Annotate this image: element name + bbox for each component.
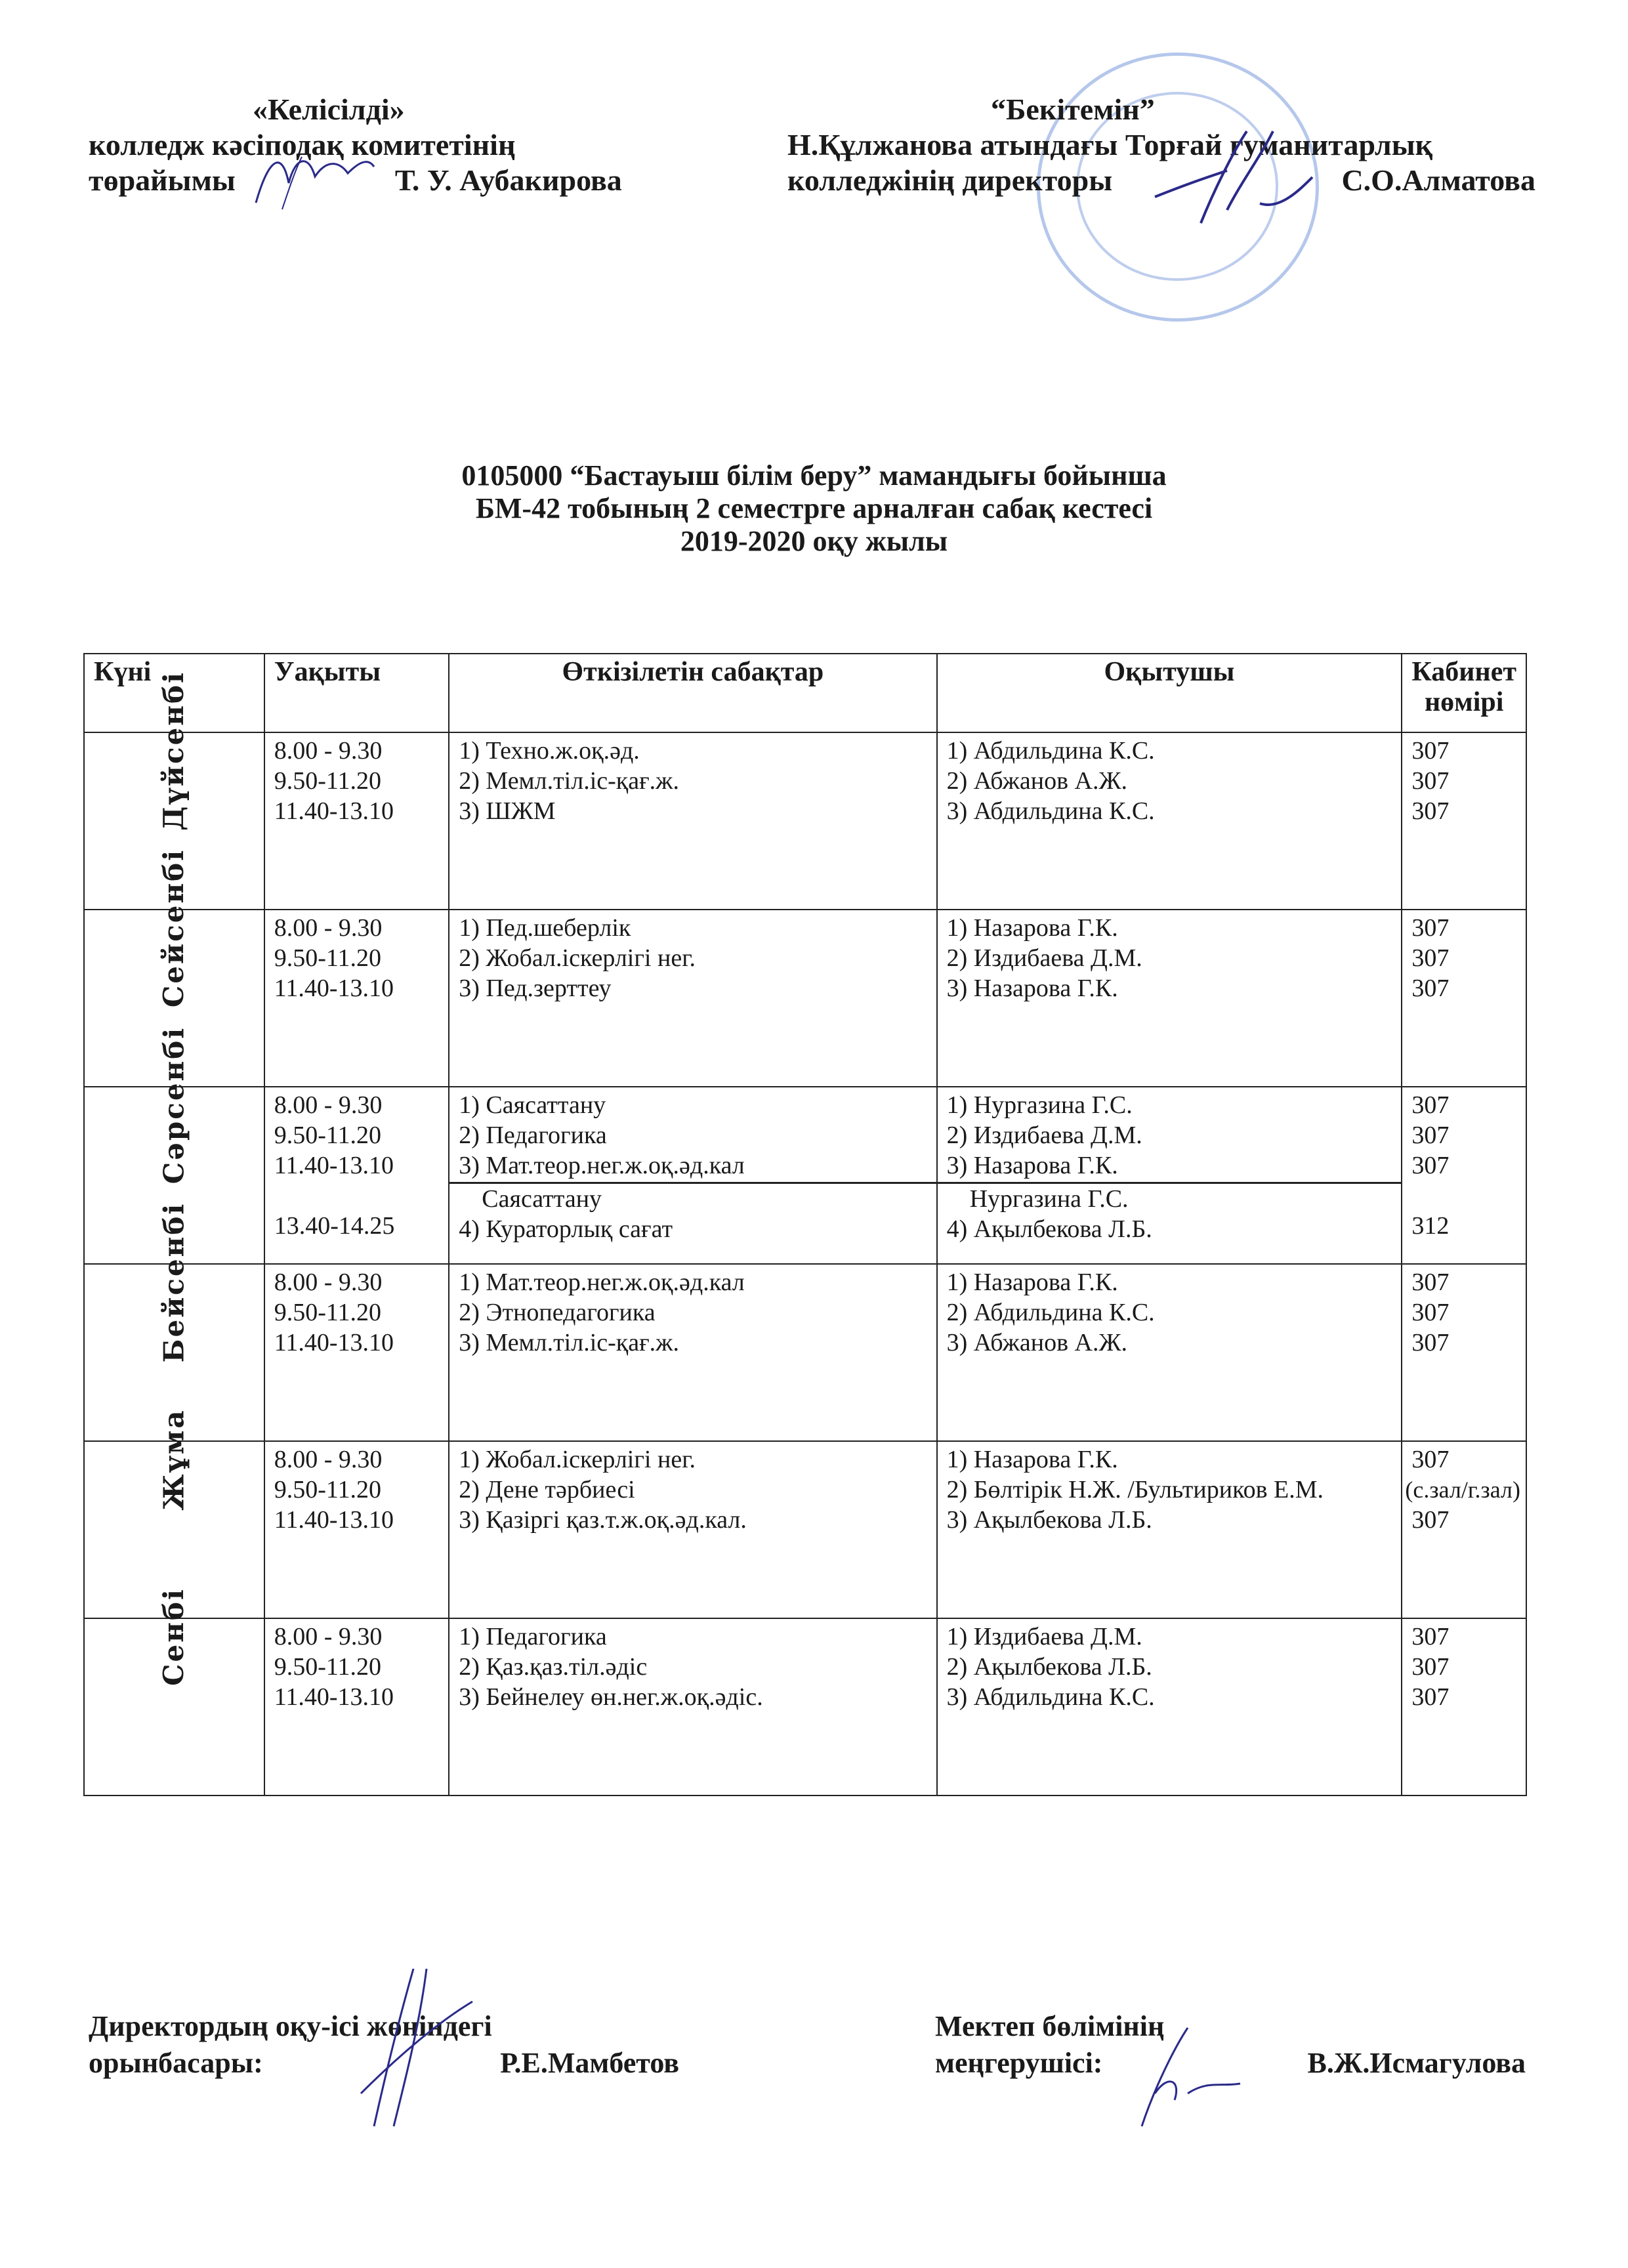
table-row <box>84 1264 1526 1441</box>
time-cell <box>264 732 449 910</box>
room: 307 <box>1411 1329 1450 1356</box>
subjects-cell <box>449 1264 936 1441</box>
footer-signature-left <box>89 2008 679 2082</box>
teacher: 2) Абдильдина К.С. <box>946 1299 1155 1326</box>
room: 307 <box>1411 1623 1450 1650</box>
subject: 3) ШЖМ <box>459 797 556 825</box>
teacher: 2) Ақылбекова Л.Б. <box>946 1653 1152 1681</box>
teacher: 1) Назарова Г.К. <box>946 914 1118 942</box>
approval-left-title: «Келісілді» <box>253 93 405 126</box>
time-cell <box>264 1441 449 1618</box>
time-slot: 11.40-13.10 <box>274 1683 394 1711</box>
subject: 2) Дене тәрбиесі <box>459 1476 635 1503</box>
table-row <box>84 732 1526 910</box>
day-label: Сенбі <box>157 1587 190 1686</box>
footer-left-name: Р.Е.Мамбетов <box>500 2047 679 2079</box>
teacher: 2) Издибаева Д.М. <box>946 1122 1142 1149</box>
subjects-cell <box>449 910 936 1087</box>
teacher: Нургазина Г.С. <box>969 1185 1129 1213</box>
teacher: 1) Нургазина Г.С. <box>946 1091 1133 1119</box>
rooms-cell <box>1402 1441 1526 1618</box>
approval-right-title: “Бекітемін” <box>991 93 1155 126</box>
rooms-cell <box>1402 1087 1526 1264</box>
time-slot: 9.50-11.20 <box>274 767 382 795</box>
subject: 2) Жобал.іскерлігі нег. <box>459 944 696 972</box>
room: 307 <box>1411 1122 1450 1149</box>
room: 307 <box>1411 1506 1450 1534</box>
room: 307 <box>1411 797 1450 825</box>
time-cell <box>264 1087 449 1264</box>
time-cell <box>264 910 449 1087</box>
time-slot: 9.50-11.20 <box>274 1299 382 1326</box>
room: 307 <box>1411 767 1450 795</box>
subject: 2) Этнопедагогика <box>459 1299 656 1326</box>
approval-right-name: С.О.Алматова <box>1341 163 1535 197</box>
time-slot: 11.40-13.10 <box>274 1152 394 1179</box>
time-cell <box>264 1618 449 1796</box>
teacher: 3) Абдильдина К.С. <box>946 1683 1155 1711</box>
time-slot: 11.40-13.10 <box>274 797 394 825</box>
subject: 1) Саясаттану <box>459 1091 606 1119</box>
day-label: Дүйсенбі <box>157 671 190 831</box>
approval-left-line1: колледж кәсіподақ комитетінің <box>89 128 516 161</box>
time-slot: 9.50-11.20 <box>274 1476 382 1503</box>
approval-left-line2 <box>89 163 679 198</box>
subject: 2) Мемл.тіл.іс-қағ.ж. <box>459 767 679 795</box>
teachers-cell <box>937 910 1402 1087</box>
teachers-cell <box>937 1264 1402 1441</box>
teacher: 3) Назарова Г.К. <box>946 1152 1118 1179</box>
approval-left-name: Т. У. Аубакирова <box>394 163 622 197</box>
teachers-cell <box>937 1618 1402 1796</box>
approval-block-left <box>89 92 679 198</box>
footer-right-role: меңгерушісі: <box>935 2047 1103 2079</box>
room: 307 <box>1411 1683 1450 1711</box>
room: 307 <box>1411 975 1450 1002</box>
teacher: 3) Назарова Г.К. <box>946 975 1118 1002</box>
room: 307 <box>1411 1653 1450 1681</box>
teacher: 1) Назарова Г.К. <box>946 1269 1118 1296</box>
header-time: Уақыты <box>264 654 449 732</box>
time-cell <box>264 1264 449 1441</box>
footer-left-role: орынбасары: <box>89 2047 263 2079</box>
day-label: Сейсенбі <box>157 848 190 1008</box>
teachers-cell <box>937 732 1402 910</box>
time-slot: 8.00 - 9.30 <box>274 1623 383 1650</box>
footer-right-line1: Мектеп бөлімінің <box>935 2010 1165 2042</box>
time-slot: 8.00 - 9.30 <box>274 1446 383 1473</box>
footer-right-name: В.Ж.Исмагулова <box>1307 2047 1526 2079</box>
time-slot: 8.00 - 9.30 <box>274 1091 383 1119</box>
subjects-cell <box>449 1618 936 1796</box>
signature-icon <box>243 170 387 196</box>
title-line-2: БМ-42 тобының 2 семестрге арналған сабақ кестесі <box>475 492 1153 524</box>
teacher: 1) Издибаева Д.М. <box>946 1623 1142 1650</box>
teacher: 1) Абдильдина К.С. <box>946 737 1155 765</box>
table-row <box>84 1618 1526 1796</box>
time-slot: 8.00 - 9.30 <box>274 914 383 942</box>
subjects-cell <box>449 1441 936 1618</box>
teacher: 4) Ақылбекова Л.Б. <box>946 1215 1152 1243</box>
time-slot: 11.40-13.10 <box>274 1506 394 1534</box>
time-slot: 8.00 - 9.30 <box>274 1269 383 1296</box>
time-slot: 13.40-14.25 <box>274 1212 395 1240</box>
subject: Саясаттану <box>482 1185 602 1213</box>
subject: 3) Пед.зерттеу <box>459 975 612 1002</box>
approval-right-line2 <box>787 163 1535 198</box>
table-row <box>84 910 1526 1087</box>
teacher: 2) Издибаева Д.М. <box>946 944 1142 972</box>
title-line-1: 0105000 “Бастауыш білім беру” мамандығы бойынша <box>461 459 1167 492</box>
time-slot: 11.40-13.10 <box>274 1329 394 1356</box>
time-slot: 11.40-13.10 <box>274 975 394 1002</box>
teacher: 3) Абжанов А.Ж. <box>946 1329 1128 1356</box>
teacher: 3) Абдильдина К.С. <box>946 797 1155 825</box>
rooms-cell <box>1402 1264 1526 1441</box>
header-room: Кабинет нөмірі <box>1402 654 1526 732</box>
footer-left-line2 <box>89 2045 679 2082</box>
day-label: Сәрсенбі <box>157 1026 190 1185</box>
day-label: Жұма <box>157 1408 190 1511</box>
time-slot: 9.50-11.20 <box>274 944 382 972</box>
time-slot: 9.50-11.20 <box>274 1122 382 1149</box>
document-title <box>0 459 1628 558</box>
room: 307 <box>1411 1152 1450 1179</box>
footer-left-line1: Директордың оқу-ісі жөніндегі <box>89 2010 492 2042</box>
subject: 3) Қазіргі қаз.т.ж.оқ.әд.кал. <box>459 1506 747 1534</box>
room: 307 <box>1411 1299 1450 1326</box>
approval-right-line1: Н.Құлжанова атындағы Торғай гуманитарлық <box>787 128 1433 161</box>
footer-signature-right <box>935 2008 1526 2082</box>
room: 307 <box>1411 1091 1450 1119</box>
teacher: 2) Абжанов А.Ж. <box>946 767 1128 795</box>
rooms-cell <box>1402 732 1526 910</box>
day-cell <box>84 1587 264 1796</box>
room: 307 <box>1411 1269 1450 1296</box>
subjects-cell <box>449 1087 936 1264</box>
subject: 2) Педагогика <box>459 1122 607 1149</box>
schedule-table <box>83 653 1527 1796</box>
day-label: Бейсенбі <box>157 1202 190 1363</box>
subject: 2) Қаз.қаз.тіл.әдіс <box>459 1653 648 1681</box>
footer-right-line2 <box>935 2045 1526 2082</box>
teacher: 1) Назарова Г.К. <box>946 1446 1118 1473</box>
room: (с.зал/г.зал) <box>1405 1477 1521 1503</box>
subject: 1) Техно.ж.оқ.әд. <box>459 737 640 765</box>
time-slot: 8.00 - 9.30 <box>274 737 383 765</box>
teachers-cell <box>937 1087 1402 1264</box>
title-line-3: 2019-2020 оқу жылы <box>680 525 948 557</box>
teachers-cell <box>937 1441 1402 1618</box>
table-header-row <box>84 654 1526 732</box>
room: 312 <box>1411 1212 1450 1240</box>
approval-right-role: колледжінің директоры <box>787 163 1113 197</box>
subjects-cell <box>449 732 936 910</box>
subject: 4) Кураторлық сағат <box>459 1215 673 1243</box>
subject: 1) Жобал.іскерлігі нег. <box>459 1446 696 1473</box>
teacher: 2) Бөлтірік Н.Ж. /Бультириков Е.М. <box>946 1476 1324 1503</box>
room: 307 <box>1411 1446 1450 1473</box>
subject: 3) Мемл.тіл.іс-қағ.ж. <box>459 1329 679 1356</box>
room: 307 <box>1411 944 1450 972</box>
header-day: Күні <box>84 654 264 732</box>
subject: 3) Бейнелеу өн.нег.ж.оқ.әдіс. <box>459 1683 763 1711</box>
subject: 1) Пед.шеберлік <box>459 914 631 942</box>
rooms-cell <box>1402 910 1526 1087</box>
subject: 1) Педагогика <box>459 1623 607 1650</box>
table-row <box>84 1441 1526 1618</box>
room: 307 <box>1411 737 1450 765</box>
time-slot: 9.50-11.20 <box>274 1653 382 1681</box>
approval-block-right <box>787 92 1535 198</box>
subject: 1) Мат.теор.нег.ж.оқ.әд.кал <box>459 1269 745 1296</box>
teacher: 3) Ақылбекова Л.Б. <box>946 1506 1152 1534</box>
table-row <box>84 1087 1526 1264</box>
rooms-cell <box>1402 1618 1526 1796</box>
approval-left-role: төрайымы <box>89 163 236 197</box>
room: 307 <box>1411 914 1450 942</box>
subject: 3) Мат.теор.нег.ж.оқ.әд.кал <box>459 1152 745 1179</box>
header-teacher: Оқытушы <box>937 654 1402 732</box>
header-subjects: Өткізілетін сабақтар <box>449 654 936 732</box>
